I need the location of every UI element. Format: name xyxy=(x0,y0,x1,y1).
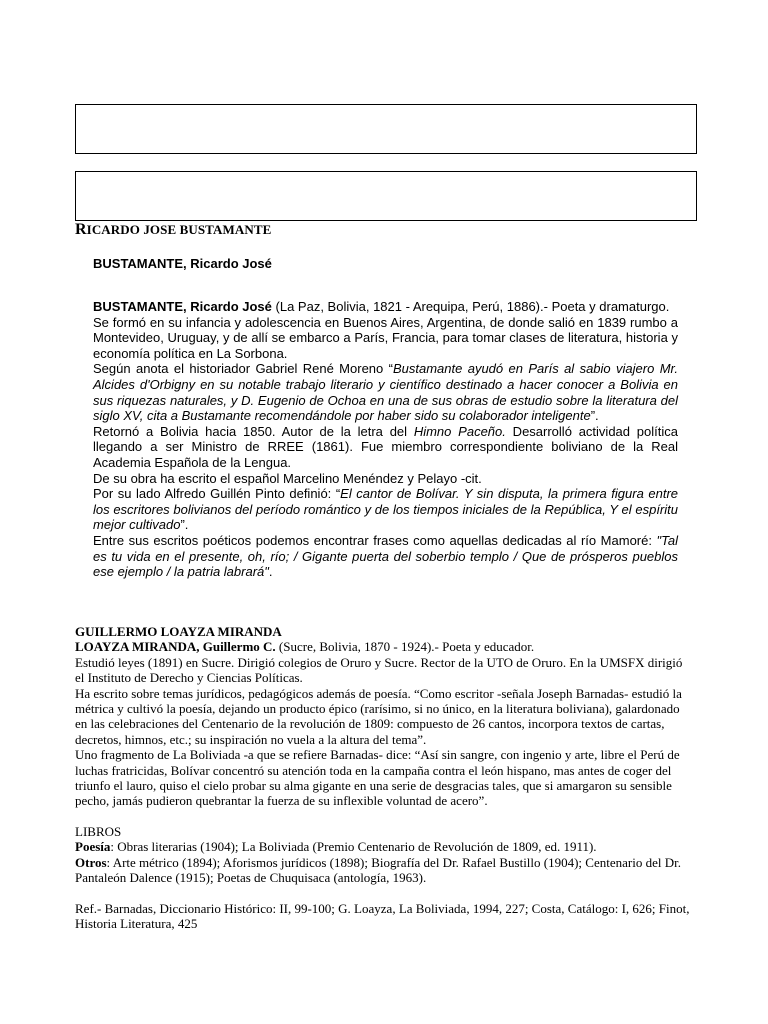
otros-text: : Arte métrico (1894); Aforismos jurídicos (1898); Biografía del Dr. Rafael Bustillo (1904); Centenario del Dr. Pantaleón Dalence (1915); Poetas de Chuquisaca (antología, 1963). xyxy=(75,854,681,886)
loayza-section xyxy=(75,624,695,931)
p7-quote: "Tal es tu vida en el presente, oh, río; / Gigante puerta del soberbio templo / Que de prósperos pueblos ese ejemplo / la patria labrará" xyxy=(93,532,678,580)
books-otros xyxy=(75,855,695,886)
loayza-name: LOAYZA MIRANDA, Guillermo C. xyxy=(75,639,276,655)
loayza-paragraph-2: Estudió leyes (1891) en Sucre. Dirigió colegios de Oruro y Sucre. Rector de la UTO de Oruro. En la UMSFX dirigió el Instituto de Derecho y Ciencias Políticas. xyxy=(75,654,683,686)
bio-paragraph-2: Se formó en su infancia y adolescencia en Buenos Aires, Argentina, de donde salió en 1839 rumbo a Montevideo, Uruguay, y de allí se embarco a París, Francia, para tomar clases de literatura, historia y economía política en La Sorbona. xyxy=(93,314,678,361)
loayza-heading-text: GUILLERMO LOAYZA MIRANDA xyxy=(75,624,282,639)
section-subheading: BUSTAMANTE, Ricardo José xyxy=(93,256,272,271)
section-title-bustamante xyxy=(75,221,271,239)
spacer-2 xyxy=(75,886,695,901)
empty-header-box-1 xyxy=(75,104,697,154)
bio-paragraph-7 xyxy=(93,533,678,580)
title-initial: R xyxy=(75,221,87,238)
bio-dates: (La Paz, Bolivia, 1821 - Arequipa, Perú, 1886).- Poeta y dramaturgo. xyxy=(271,299,670,314)
loayza-paragraph-1 xyxy=(75,639,695,654)
loayza-dates: (Sucre, Bolivia, 1870 - 1924).- Poeta y educador. xyxy=(275,639,535,655)
references: Ref.- Barnadas, Diccionario Histórico: II, 99-100; G. Loayza, La Boliviada, 1994, 227; Costa, Catálogo: I, 626; Finot, Historia Literatura, 425 xyxy=(75,900,690,931)
p4-hymn: Himno Paceño. xyxy=(413,423,506,439)
p3-quote: Bustamante ayudó en París al sabio viajero Mr. Alcides d'Orbigny en su notable trabajo literario y científico destinado a hacer conocer a Bolivia en sus riquezas naturales, y D. Eugenio de Ochoa en una de sus obras de estudio sobre la literatura del siglo XV, cita a Bustamante recomendándole por haber sido su colaborador inteligente xyxy=(93,361,678,424)
bustamante-biography xyxy=(93,299,678,580)
p7-end: . xyxy=(268,564,273,580)
poesia-label: Poesía xyxy=(75,839,111,855)
p3-lead: Según anota el historiador Gabriel René Moreno “ xyxy=(93,361,393,377)
loayza-paragraph-4: Uno fragmento de La Boliviada -a que se refiere Barnadas- dice: “Así sin sangre, con ingenio y arte, libre el Perú de luchas fratricidas, Bolívar concentró su atención toda en la campaña contra el león hispano, mas antes de coger del triunfo el lauro, quiso el cielo probar su alma gigante en una serie de desgracias tales, que si amargaron su sensible pecho, jamás pudieron quebrantar la fuerza de su inflexible voluntad de acero”. xyxy=(75,747,680,809)
books-heading: LIBROS xyxy=(75,823,122,839)
poesia-text: : Obras literarias (1904); La Boliviada (Premio Centenario de Revolución de 1809, ed. 1911). xyxy=(110,839,597,855)
otros-label: Otros xyxy=(75,854,107,870)
spacer xyxy=(75,809,695,824)
p7-lead: Entre sus escritos poéticos podemos encontrar frases como aquellas dedicadas al río Mamoré: xyxy=(93,532,657,548)
p3-end: ”. xyxy=(590,408,599,424)
p6-quote: El cantor de Bolívar. Y sin disputa, la primera figura entre los escritores bolivianos del período romántico y de los tiempos iniciales de la República, Y el espíritu mejor cultivado xyxy=(93,486,678,533)
p4-lead: Retornó a Bolivia hacia 1850. Autor de la letra del xyxy=(93,423,414,439)
title-rest: ICARDO JOSE BUSTAMANTE xyxy=(86,222,272,237)
bio-paragraph-3 xyxy=(93,361,678,423)
books-poesia xyxy=(75,839,695,854)
bio-paragraph-4 xyxy=(93,424,678,471)
p6-lead: Por su lado Alfredo Guillén Pinto definió: “ xyxy=(93,486,341,502)
empty-header-box-2 xyxy=(75,171,697,221)
loayza-paragraph-3: Ha escrito sobre temas jurídicos, pedagógicos además de poesía. “Como escritor -señala Joseph Barnadas- estudió la métrica y cultivó la poesía, dejando un producto épico (rarísimo, si no único, en la literatura boliviana), galardonado en las celebraciones del Centenario de la revolución de 1809: compuesto de 26 cantos, incorpora textos de cartas, decretos, himnos, etc.; su inspiración no vuela a la altura del tema”. xyxy=(75,685,682,747)
loayza-heading xyxy=(75,624,695,639)
bio-paragraph-1 xyxy=(93,299,678,315)
p6-end: ”. xyxy=(180,517,189,533)
bio-name: BUSTAMANTE, Ricardo José xyxy=(93,299,272,314)
bio-paragraph-5: De su obra ha escrito el español Marcelino Menéndez y Pelayo -cit. xyxy=(93,470,482,486)
p4-rest: Desarrolló actividad política llegando a ser Ministro de RREE (1861). Fue miembro correspondiente boliviano de la Real Academia Española de la Lengua. xyxy=(93,423,678,470)
bio-paragraph-6 xyxy=(93,486,678,533)
